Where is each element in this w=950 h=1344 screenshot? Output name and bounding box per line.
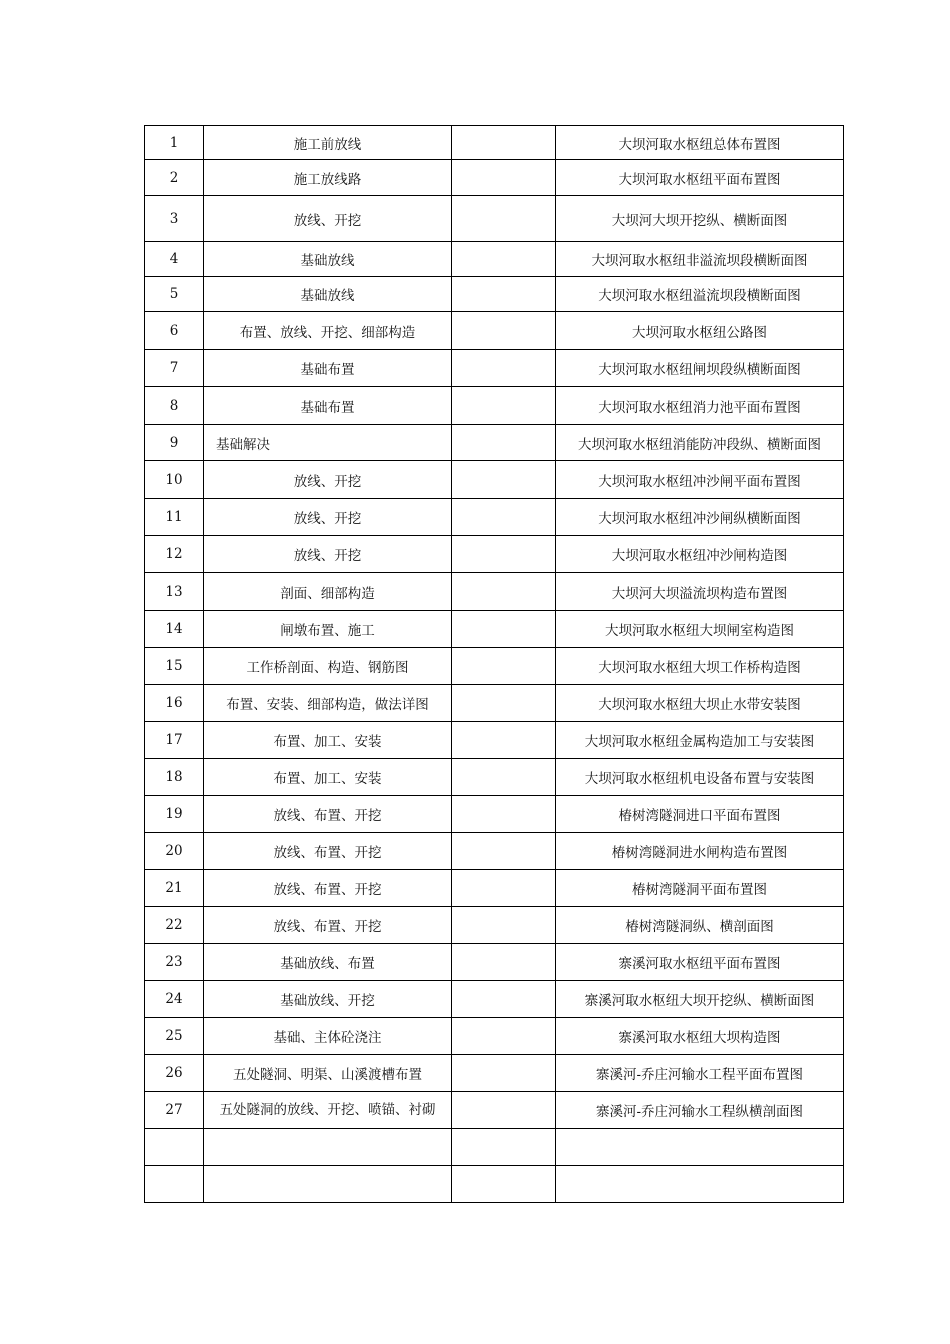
row-number: 2 xyxy=(145,160,204,196)
table-row xyxy=(145,944,844,981)
empty-cell xyxy=(452,870,556,907)
empty-cell xyxy=(452,536,556,573)
row-number: 19 xyxy=(145,796,204,833)
row-number: 8 xyxy=(145,387,204,425)
work-content: 放线、开挖 xyxy=(204,461,452,499)
drawing-title: 大坝河取水枢纽消力池平面布置图 xyxy=(556,387,844,425)
row-number: 16 xyxy=(145,685,204,722)
drawing-title: 椿树湾隧洞平面布置图 xyxy=(556,870,844,907)
empty-row xyxy=(145,1166,844,1203)
table-row xyxy=(145,387,844,425)
table-row xyxy=(145,833,844,870)
table-row xyxy=(145,981,844,1018)
row-number: 13 xyxy=(145,573,204,611)
empty-cell xyxy=(204,1129,452,1166)
empty-cell xyxy=(452,907,556,944)
work-content: 布置、加工、安装 xyxy=(204,759,452,796)
work-content: 基础放线 xyxy=(204,242,452,277)
work-content: 放线、开挖 xyxy=(204,536,452,573)
drawing-title: 大坝河取水枢纽冲沙闸平面布置图 xyxy=(556,461,844,499)
table-row xyxy=(145,611,844,648)
work-content: 基础放线 xyxy=(204,277,452,312)
row-number: 15 xyxy=(145,648,204,685)
empty-cell xyxy=(145,1129,204,1166)
row-number: 5 xyxy=(145,277,204,312)
empty-cell xyxy=(452,611,556,648)
drawing-title: 大坝河取水枢纽非溢流坝段横断面图 xyxy=(556,242,844,277)
empty-row xyxy=(145,1129,844,1166)
work-content: 布置、加工、安装 xyxy=(204,722,452,759)
work-content: 放线、开挖 xyxy=(204,196,452,242)
empty-cell xyxy=(452,759,556,796)
work-content: 放线、开挖 xyxy=(204,499,452,536)
empty-cell xyxy=(452,461,556,499)
table-body xyxy=(145,126,844,1203)
row-number: 14 xyxy=(145,611,204,648)
row-number: 10 xyxy=(145,461,204,499)
table-row xyxy=(145,1018,844,1055)
empty-cell xyxy=(452,796,556,833)
work-content: 五处隧洞、明渠、山溪渡槽布置 xyxy=(204,1055,452,1092)
empty-cell xyxy=(452,196,556,242)
row-number: 11 xyxy=(145,499,204,536)
drawing-title: 大坝河取水枢纽大坝闸室构造图 xyxy=(556,611,844,648)
table-row xyxy=(145,796,844,833)
empty-cell xyxy=(452,242,556,277)
table-row xyxy=(145,573,844,611)
row-number: 22 xyxy=(145,907,204,944)
empty-cell xyxy=(452,312,556,350)
empty-cell xyxy=(452,1129,556,1166)
drawing-title: 大坝河大坝开挖纵、横断面图 xyxy=(556,196,844,242)
empty-cell xyxy=(452,126,556,160)
drawing-title: 大坝河取水枢纽公路图 xyxy=(556,312,844,350)
empty-cell xyxy=(452,499,556,536)
empty-cell xyxy=(145,1166,204,1203)
row-number: 4 xyxy=(145,242,204,277)
drawing-title: 椿树湾隧洞进口平面布置图 xyxy=(556,796,844,833)
work-content: 五处隧洞的放线、开挖、喷锚、衬砌 xyxy=(204,1092,452,1129)
row-number: 26 xyxy=(145,1055,204,1092)
table-row xyxy=(145,722,844,759)
row-number: 23 xyxy=(145,944,204,981)
work-content: 基础布置 xyxy=(204,350,452,387)
empty-cell xyxy=(452,722,556,759)
table-row xyxy=(145,160,844,196)
work-content: 施工放线路 xyxy=(204,160,452,196)
empty-cell xyxy=(452,387,556,425)
drawing-title: 椿树湾隧洞进水闸构造布置图 xyxy=(556,833,844,870)
row-number: 21 xyxy=(145,870,204,907)
drawing-title: 大坝河取水枢纽消能防冲段纵、横断面图 xyxy=(556,425,844,461)
table-row xyxy=(145,242,844,277)
work-content: 布置、放线、开挖、细部构造 xyxy=(204,312,452,350)
table-row xyxy=(145,907,844,944)
table-row xyxy=(145,277,844,312)
work-content: 基础解决 xyxy=(204,425,452,461)
drawing-title: 寨溪河取水枢纽大坝构造图 xyxy=(556,1018,844,1055)
empty-cell xyxy=(452,1092,556,1129)
empty-cell xyxy=(556,1166,844,1203)
table-row xyxy=(145,536,844,573)
table-row xyxy=(145,1092,844,1129)
row-number: 20 xyxy=(145,833,204,870)
row-number: 18 xyxy=(145,759,204,796)
work-content: 基础布置 xyxy=(204,387,452,425)
work-content: 闸墩布置、施工 xyxy=(204,611,452,648)
table-row xyxy=(145,312,844,350)
drawing-title: 椿树湾隧洞纵、横剖面图 xyxy=(556,907,844,944)
row-number: 12 xyxy=(145,536,204,573)
drawing-title: 大坝河取水枢纽总体布置图 xyxy=(556,126,844,160)
empty-cell xyxy=(452,350,556,387)
table-row xyxy=(145,759,844,796)
work-content: 放线、布置、开挖 xyxy=(204,833,452,870)
empty-cell xyxy=(204,1166,452,1203)
table-row xyxy=(145,461,844,499)
drawing-title: 寨溪河取水枢纽大坝开挖纵、横断面图 xyxy=(556,981,844,1018)
work-content: 放线、布置、开挖 xyxy=(204,907,452,944)
empty-cell xyxy=(452,1166,556,1203)
row-number: 17 xyxy=(145,722,204,759)
empty-cell xyxy=(452,425,556,461)
table-row xyxy=(145,499,844,536)
drawing-index-table xyxy=(144,125,844,1203)
drawing-title: 大坝河取水枢纽冲沙闸纵横断面图 xyxy=(556,499,844,536)
work-content: 基础、主体砼浇注 xyxy=(204,1018,452,1055)
drawing-title: 寨溪河取水枢纽平面布置图 xyxy=(556,944,844,981)
empty-cell xyxy=(452,944,556,981)
drawing-title: 大坝河取水枢纽机电设备布置与安装图 xyxy=(556,759,844,796)
drawing-title: 大坝河取水枢纽大坝止水带安装图 xyxy=(556,685,844,722)
row-number: 9 xyxy=(145,425,204,461)
work-content: 施工前放线 xyxy=(204,126,452,160)
table-row xyxy=(145,1055,844,1092)
work-content: 基础放线、开挖 xyxy=(204,981,452,1018)
table-row xyxy=(145,196,844,242)
empty-cell xyxy=(452,685,556,722)
table-row xyxy=(145,126,844,160)
work-content: 剖面、细部构造 xyxy=(204,573,452,611)
empty-cell xyxy=(452,648,556,685)
table-row xyxy=(145,648,844,685)
drawing-title: 大坝河取水枢纽闸坝段纵横断面图 xyxy=(556,350,844,387)
drawing-title: 大坝河取水枢纽金属构造加工与安装图 xyxy=(556,722,844,759)
row-number: 27 xyxy=(145,1092,204,1129)
work-content: 放线、布置、开挖 xyxy=(204,796,452,833)
drawing-title: 大坝河取水枢纽冲沙闸构造图 xyxy=(556,536,844,573)
table-row xyxy=(145,870,844,907)
row-number: 25 xyxy=(145,1018,204,1055)
empty-cell xyxy=(452,981,556,1018)
drawing-title: 大坝河取水枢纽大坝工作桥构造图 xyxy=(556,648,844,685)
empty-cell xyxy=(452,833,556,870)
row-number: 1 xyxy=(145,126,204,160)
row-number: 7 xyxy=(145,350,204,387)
empty-cell xyxy=(452,160,556,196)
empty-cell xyxy=(452,1018,556,1055)
row-number: 6 xyxy=(145,312,204,350)
drawing-title: 大坝河大坝溢流坝构造布置图 xyxy=(556,573,844,611)
work-content: 布置、安装、细部构造，做法详图 xyxy=(204,685,452,722)
work-content: 基础放线、布置 xyxy=(204,944,452,981)
work-content: 放线、布置、开挖 xyxy=(204,870,452,907)
work-content: 工作桥剖面、构造、钢筋图 xyxy=(204,648,452,685)
table-row xyxy=(145,425,844,461)
empty-cell xyxy=(452,573,556,611)
empty-cell xyxy=(452,1055,556,1092)
table-row xyxy=(145,685,844,722)
drawing-title: 大坝河取水枢纽平面布置图 xyxy=(556,160,844,196)
drawing-title: 寨溪河-乔庄河输水工程平面布置图 xyxy=(556,1055,844,1092)
row-number: 24 xyxy=(145,981,204,1018)
table-row xyxy=(145,350,844,387)
drawing-title: 寨溪河-乔庄河输水工程纵横剖面图 xyxy=(556,1092,844,1129)
empty-cell xyxy=(452,277,556,312)
drawing-title: 大坝河取水枢纽溢流坝段横断面图 xyxy=(556,277,844,312)
row-number: 3 xyxy=(145,196,204,242)
empty-cell xyxy=(556,1129,844,1166)
